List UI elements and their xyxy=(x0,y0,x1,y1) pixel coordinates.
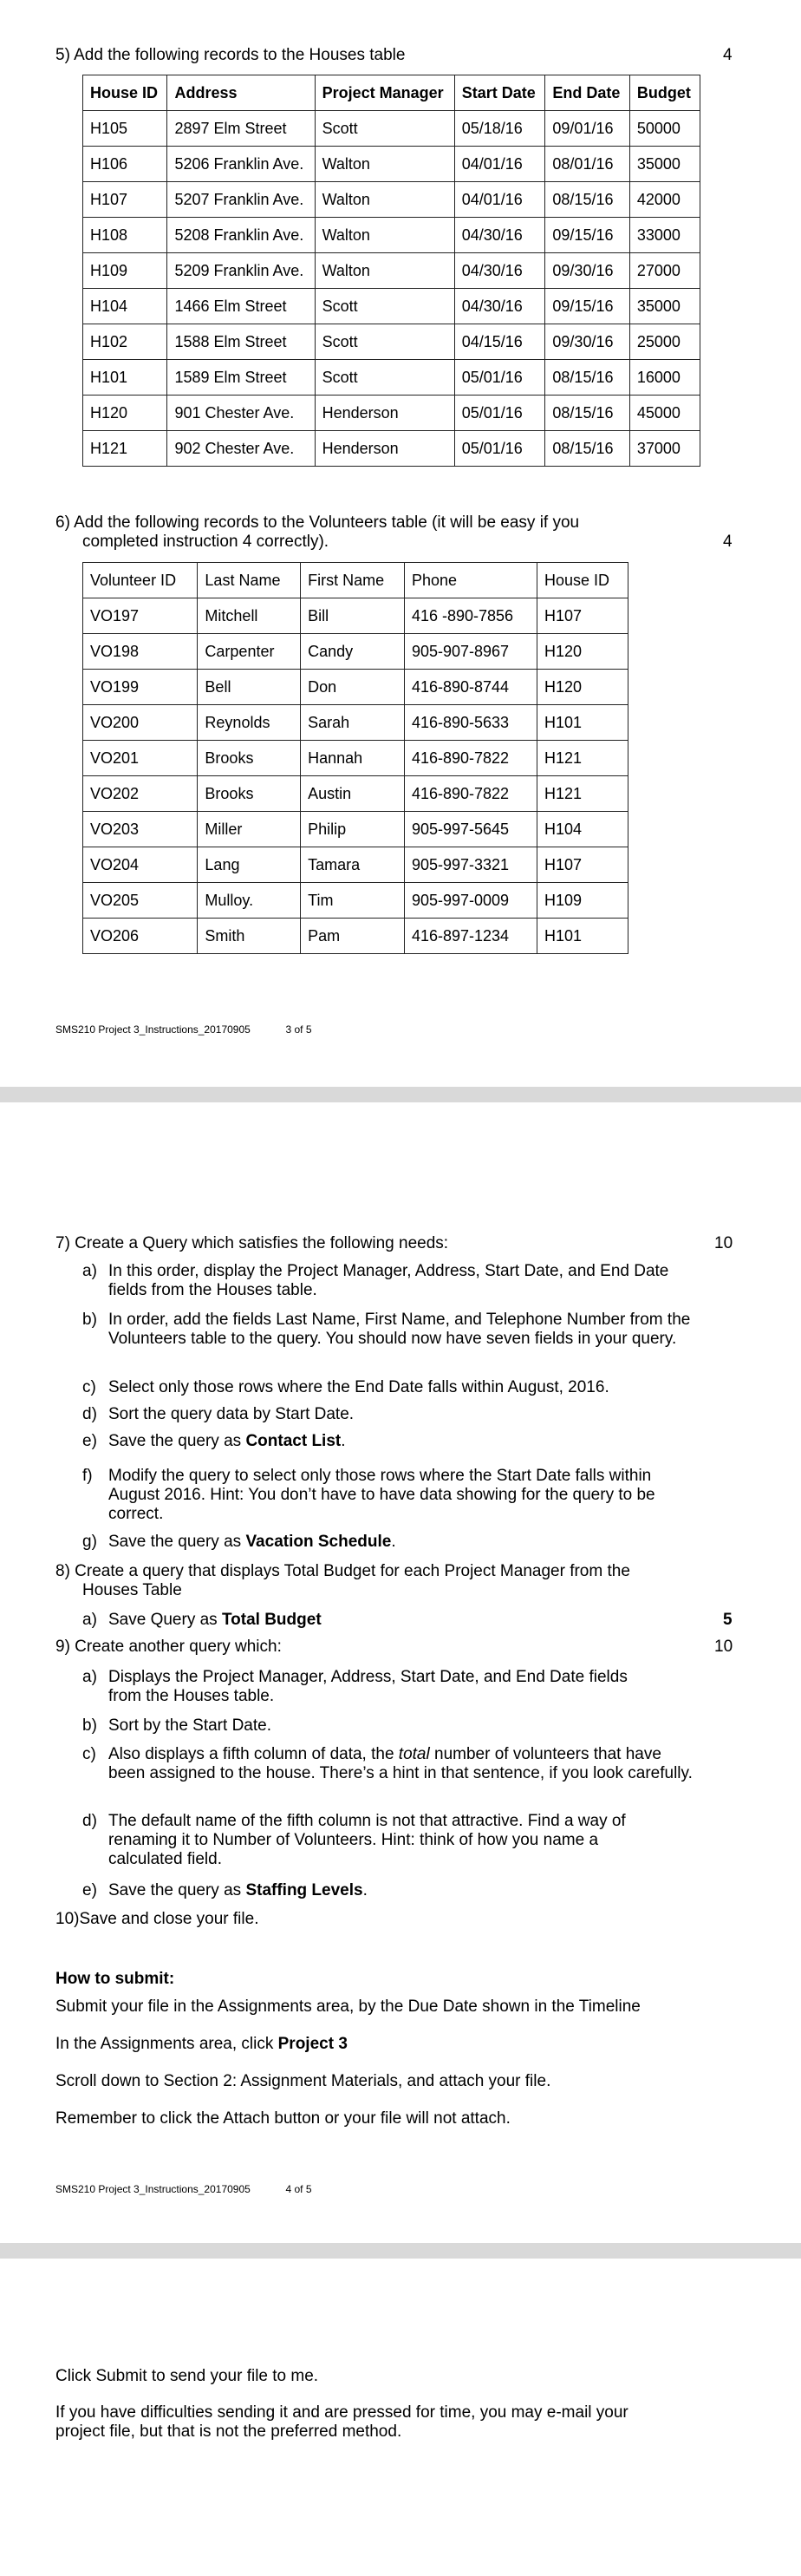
table-row xyxy=(83,396,700,431)
table-row xyxy=(83,147,700,182)
table-cell: 42000 xyxy=(629,182,700,218)
page-3-footer xyxy=(55,1023,312,1036)
table-cell: 08/15/16 xyxy=(545,396,629,431)
table-cell: 416-897-1234 xyxy=(404,919,537,954)
q7-text: 7) Create a Query which satisfies the following needs: xyxy=(55,1234,449,1252)
table-cell: 04/15/16 xyxy=(454,324,545,360)
page5-p1: Click Submit to send your file to me. xyxy=(55,2367,319,2385)
table-cell: 50000 xyxy=(629,111,700,147)
q9a-text: Displays the Project Manager, Address, Start Date, and End Date fields from the Houses table. xyxy=(108,1668,628,1705)
q6-line2: completed instruction 4 correctly). xyxy=(82,533,329,551)
table-cell: 5206 Franklin Ave. xyxy=(167,147,315,182)
page5-p2: If you have difficulties sending it and are pressed for time, you may e-mail your project file, but that is not the preferred method. xyxy=(55,2403,628,2441)
q7a-text: In this order, display the Project Manager, Address, Start Date, and End Date fields from the Houses table. xyxy=(108,1262,669,1299)
table-row xyxy=(83,776,628,812)
q6-line1: 6) Add the following records to the Volunteers table (it will be easy if you xyxy=(55,513,580,532)
table-cell: Reynolds xyxy=(198,705,301,741)
page-separator xyxy=(0,2243,801,2259)
table-row xyxy=(83,289,700,324)
table-cell: Walton xyxy=(315,253,454,289)
page-4-footer xyxy=(55,2183,312,2195)
table-row xyxy=(83,111,700,147)
table-cell: 33000 xyxy=(629,218,700,253)
houses-table xyxy=(82,75,700,467)
submit-heading: How to submit: xyxy=(55,1970,175,1988)
table-cell: VO201 xyxy=(83,741,198,776)
table-cell: Carpenter xyxy=(198,634,301,670)
table-cell: Henderson xyxy=(315,396,454,431)
table-row xyxy=(83,883,628,919)
q9d: d) xyxy=(82,1812,97,1830)
q8a: a) Save Query as Total Budget xyxy=(82,1611,322,1629)
table-cell: H121 xyxy=(537,776,628,812)
volunteers-header-cell: Volunteer ID xyxy=(83,563,198,598)
volunteers-header-cell: House ID xyxy=(537,563,628,598)
footer-doc-name: SMS210 Project 3_Instructions_20170905 xyxy=(55,1023,251,1036)
table-cell: H120 xyxy=(537,670,628,705)
table-cell: 1588 Elm Street xyxy=(167,324,315,360)
q10-text: 10)Save and close your file. xyxy=(55,1910,259,1928)
table-row xyxy=(83,431,700,467)
table-cell: Tamara xyxy=(301,847,405,883)
q7e: e) Save the query as Contact List. xyxy=(82,1432,346,1450)
footer-doc-name: SMS210 Project 3_Instructions_20170905 xyxy=(55,2183,251,2195)
table-cell: 09/01/16 xyxy=(545,111,629,147)
table-cell: Sarah xyxy=(301,705,405,741)
table-cell: 04/01/16 xyxy=(454,147,545,182)
houses-header-cell: House ID xyxy=(83,75,167,111)
table-row xyxy=(83,812,628,847)
table-cell: Miller xyxy=(198,812,301,847)
table-cell: Bill xyxy=(301,598,405,634)
table-cell: Scott xyxy=(315,360,454,396)
table-row xyxy=(83,253,700,289)
table-cell: 416-890-7822 xyxy=(404,776,537,812)
table-cell: H106 xyxy=(83,147,167,182)
table-cell: 08/15/16 xyxy=(545,360,629,396)
table-cell: VO205 xyxy=(83,883,198,919)
table-cell: VO200 xyxy=(83,705,198,741)
q6-points: 4 xyxy=(723,533,733,551)
table-cell: Walton xyxy=(315,218,454,253)
table-cell: 35000 xyxy=(629,147,700,182)
table-cell: Scott xyxy=(315,324,454,360)
table-cell: 08/15/16 xyxy=(545,431,629,467)
q7d: d) Sort the query data by Start Date. xyxy=(82,1405,355,1423)
table-cell: 902 Chester Ave. xyxy=(167,431,315,467)
table-cell: Bell xyxy=(198,670,301,705)
table-cell: VO206 xyxy=(83,919,198,954)
table-cell: H104 xyxy=(537,812,628,847)
houses-header-cell: Project Manager xyxy=(315,75,454,111)
table-cell: 905-997-5645 xyxy=(404,812,537,847)
table-cell: H120 xyxy=(537,634,628,670)
q9-points: 10 xyxy=(714,1638,733,1656)
q9-text: 9) Create another query which: xyxy=(55,1638,282,1656)
q7-points: 10 xyxy=(714,1234,733,1252)
table-cell: 16000 xyxy=(629,360,700,396)
table-cell: Walton xyxy=(315,182,454,218)
table-cell: VO197 xyxy=(83,598,198,634)
page-3 xyxy=(0,0,801,1087)
page-4 xyxy=(0,1102,801,2243)
q7c: c) Select only those rows where the End Date falls within August, 2016. xyxy=(82,1378,609,1396)
table-cell: 1589 Elm Street xyxy=(167,360,315,396)
table-cell: H105 xyxy=(83,111,167,147)
table-cell: 35000 xyxy=(629,289,700,324)
table-cell: 905-907-8967 xyxy=(404,634,537,670)
table-cell: 04/30/16 xyxy=(454,218,545,253)
houses-header-cell: Budget xyxy=(629,75,700,111)
table-row xyxy=(83,634,628,670)
q8-line2: Houses Table xyxy=(82,1581,182,1599)
table-cell: 08/15/16 xyxy=(545,182,629,218)
table-cell: H101 xyxy=(537,705,628,741)
table-cell: 901 Chester Ave. xyxy=(167,396,315,431)
footer-page-number: 4 of 5 xyxy=(285,2183,312,2195)
table-cell: H109 xyxy=(537,883,628,919)
table-cell: H121 xyxy=(537,741,628,776)
table-cell: 1466 Elm Street xyxy=(167,289,315,324)
volunteers-header-cell: Last Name xyxy=(198,563,301,598)
table-row xyxy=(83,847,628,883)
table-cell: 416-890-5633 xyxy=(404,705,537,741)
q8-line1: 8) Create a query that displays Total Budget for each Project Manager from the xyxy=(55,1562,630,1580)
submit-p3: Scroll down to Section 2: Assignment Materials, and attach your file. xyxy=(55,2072,551,2090)
table-row xyxy=(83,360,700,396)
table-cell: 905-997-0009 xyxy=(404,883,537,919)
table-cell: Pam xyxy=(301,919,405,954)
table-cell: 05/01/16 xyxy=(454,431,545,467)
table-cell: H120 xyxy=(83,396,167,431)
table-cell: 04/01/16 xyxy=(454,182,545,218)
table-cell: 416-890-7822 xyxy=(404,741,537,776)
table-cell: H101 xyxy=(83,360,167,396)
footer-page-number: 3 of 5 xyxy=(285,1023,312,1036)
table-cell: 04/30/16 xyxy=(454,253,545,289)
table-cell: Scott xyxy=(315,289,454,324)
table-cell: H101 xyxy=(537,919,628,954)
table-row xyxy=(83,741,628,776)
table-cell: Mitchell xyxy=(198,598,301,634)
houses-header-cell: Start Date xyxy=(454,75,545,111)
table-cell: Brooks xyxy=(198,776,301,812)
submit-p4: Remember to click the Attach button or your file will not attach. xyxy=(55,2109,511,2128)
table-row xyxy=(83,705,628,741)
table-cell: Philip xyxy=(301,812,405,847)
q7g: g) Save the query as Vacation Schedule. xyxy=(82,1533,396,1551)
q5-points: 4 xyxy=(723,46,733,64)
submit-p2: In the Assignments area, click Project 3 xyxy=(55,2035,348,2053)
table-cell: Tim xyxy=(301,883,405,919)
q8-points: 5 xyxy=(723,1611,733,1629)
table-row xyxy=(83,598,628,634)
table-cell: 09/15/16 xyxy=(545,289,629,324)
table-row xyxy=(83,919,628,954)
table-row xyxy=(83,182,700,218)
table-cell: 09/30/16 xyxy=(545,324,629,360)
table-cell: VO203 xyxy=(83,812,198,847)
table-cell: VO198 xyxy=(83,634,198,670)
page-5 xyxy=(0,2259,801,2576)
table-cell: Austin xyxy=(301,776,405,812)
q9b: b) Sort by the Start Date. xyxy=(82,1716,271,1735)
table-cell: 2897 Elm Street xyxy=(167,111,315,147)
table-cell: 5208 Franklin Ave. xyxy=(167,218,315,253)
table-cell: H107 xyxy=(83,182,167,218)
table-cell: 25000 xyxy=(629,324,700,360)
table-cell: 05/01/16 xyxy=(454,396,545,431)
q7b-text: In order, add the fields Last Name, First Name, and Telephone Number from the Volunteers table to the query. You should now have seven fields in your query. xyxy=(108,1311,691,1348)
q7f: f) xyxy=(82,1467,93,1485)
houses-header-cell: Address xyxy=(167,75,315,111)
table-cell: 45000 xyxy=(629,396,700,431)
table-cell: Lang xyxy=(198,847,301,883)
table-cell: Smith xyxy=(198,919,301,954)
table-row xyxy=(83,324,700,360)
table-cell: 09/15/16 xyxy=(545,218,629,253)
page-separator xyxy=(0,1087,801,1102)
table-cell: 05/01/16 xyxy=(454,360,545,396)
q7b: b) xyxy=(82,1311,97,1329)
table-cell: 09/30/16 xyxy=(545,253,629,289)
table-cell: Candy xyxy=(301,634,405,670)
q5-text: 5) Add the following records to the Houses table xyxy=(55,46,406,64)
table-cell: 5209 Franklin Ave. xyxy=(167,253,315,289)
table-cell: 27000 xyxy=(629,253,700,289)
table-row xyxy=(83,218,700,253)
volunteers-header-cell: First Name xyxy=(301,563,405,598)
table-cell: 416 -890-7856 xyxy=(404,598,537,634)
table-cell: Brooks xyxy=(198,741,301,776)
q9c-text: Also displays a fifth column of data, the total number of volunteers that have been assigned to the house. There’s a hint in that sentence, if you look carefully. xyxy=(108,1745,693,1782)
table-cell: H107 xyxy=(537,598,628,634)
table-cell: H108 xyxy=(83,218,167,253)
table-cell: Scott xyxy=(315,111,454,147)
table-cell: 416-890-8744 xyxy=(404,670,537,705)
table-cell: VO204 xyxy=(83,847,198,883)
table-cell: Hannah xyxy=(301,741,405,776)
volunteers-header-cell: Phone xyxy=(404,563,537,598)
q9c: c) xyxy=(82,1745,96,1763)
table-cell: 08/01/16 xyxy=(545,147,629,182)
houses-header-cell: End Date xyxy=(545,75,629,111)
table-cell: H102 xyxy=(83,324,167,360)
table-row xyxy=(83,670,628,705)
volunteers-table xyxy=(82,562,628,954)
q9a: a) xyxy=(82,1668,97,1686)
q9d-text: The default name of the fifth column is not that attractive. Find a way of renaming it to Number of Volunteers. Hint: think of how you name a calculated field. xyxy=(108,1812,626,1868)
table-cell: VO202 xyxy=(83,776,198,812)
table-cell: 37000 xyxy=(629,431,700,467)
table-cell: Walton xyxy=(315,147,454,182)
table-cell: Don xyxy=(301,670,405,705)
table-cell: 05/18/16 xyxy=(454,111,545,147)
table-cell: Henderson xyxy=(315,431,454,467)
submit-p1: Submit your file in the Assignments area, by the Due Date shown in the Timeline xyxy=(55,1997,641,2016)
table-cell: 5207 Franklin Ave. xyxy=(167,182,315,218)
table-cell: 905-997-3321 xyxy=(404,847,537,883)
table-cell: H121 xyxy=(83,431,167,467)
table-cell: H107 xyxy=(537,847,628,883)
q7f-text: Modify the query to select only those rows where the Start Date falls within August 2016. Hint: You don’t have to have data showing for the query to be correct. xyxy=(108,1467,655,1523)
table-cell: H104 xyxy=(83,289,167,324)
table-cell: VO199 xyxy=(83,670,198,705)
table-cell: H109 xyxy=(83,253,167,289)
table-cell: 04/30/16 xyxy=(454,289,545,324)
q7a: a) xyxy=(82,1262,97,1280)
q9e: e) Save the query as Staffing Levels. xyxy=(82,1881,368,1899)
table-cell: Mulloy. xyxy=(198,883,301,919)
